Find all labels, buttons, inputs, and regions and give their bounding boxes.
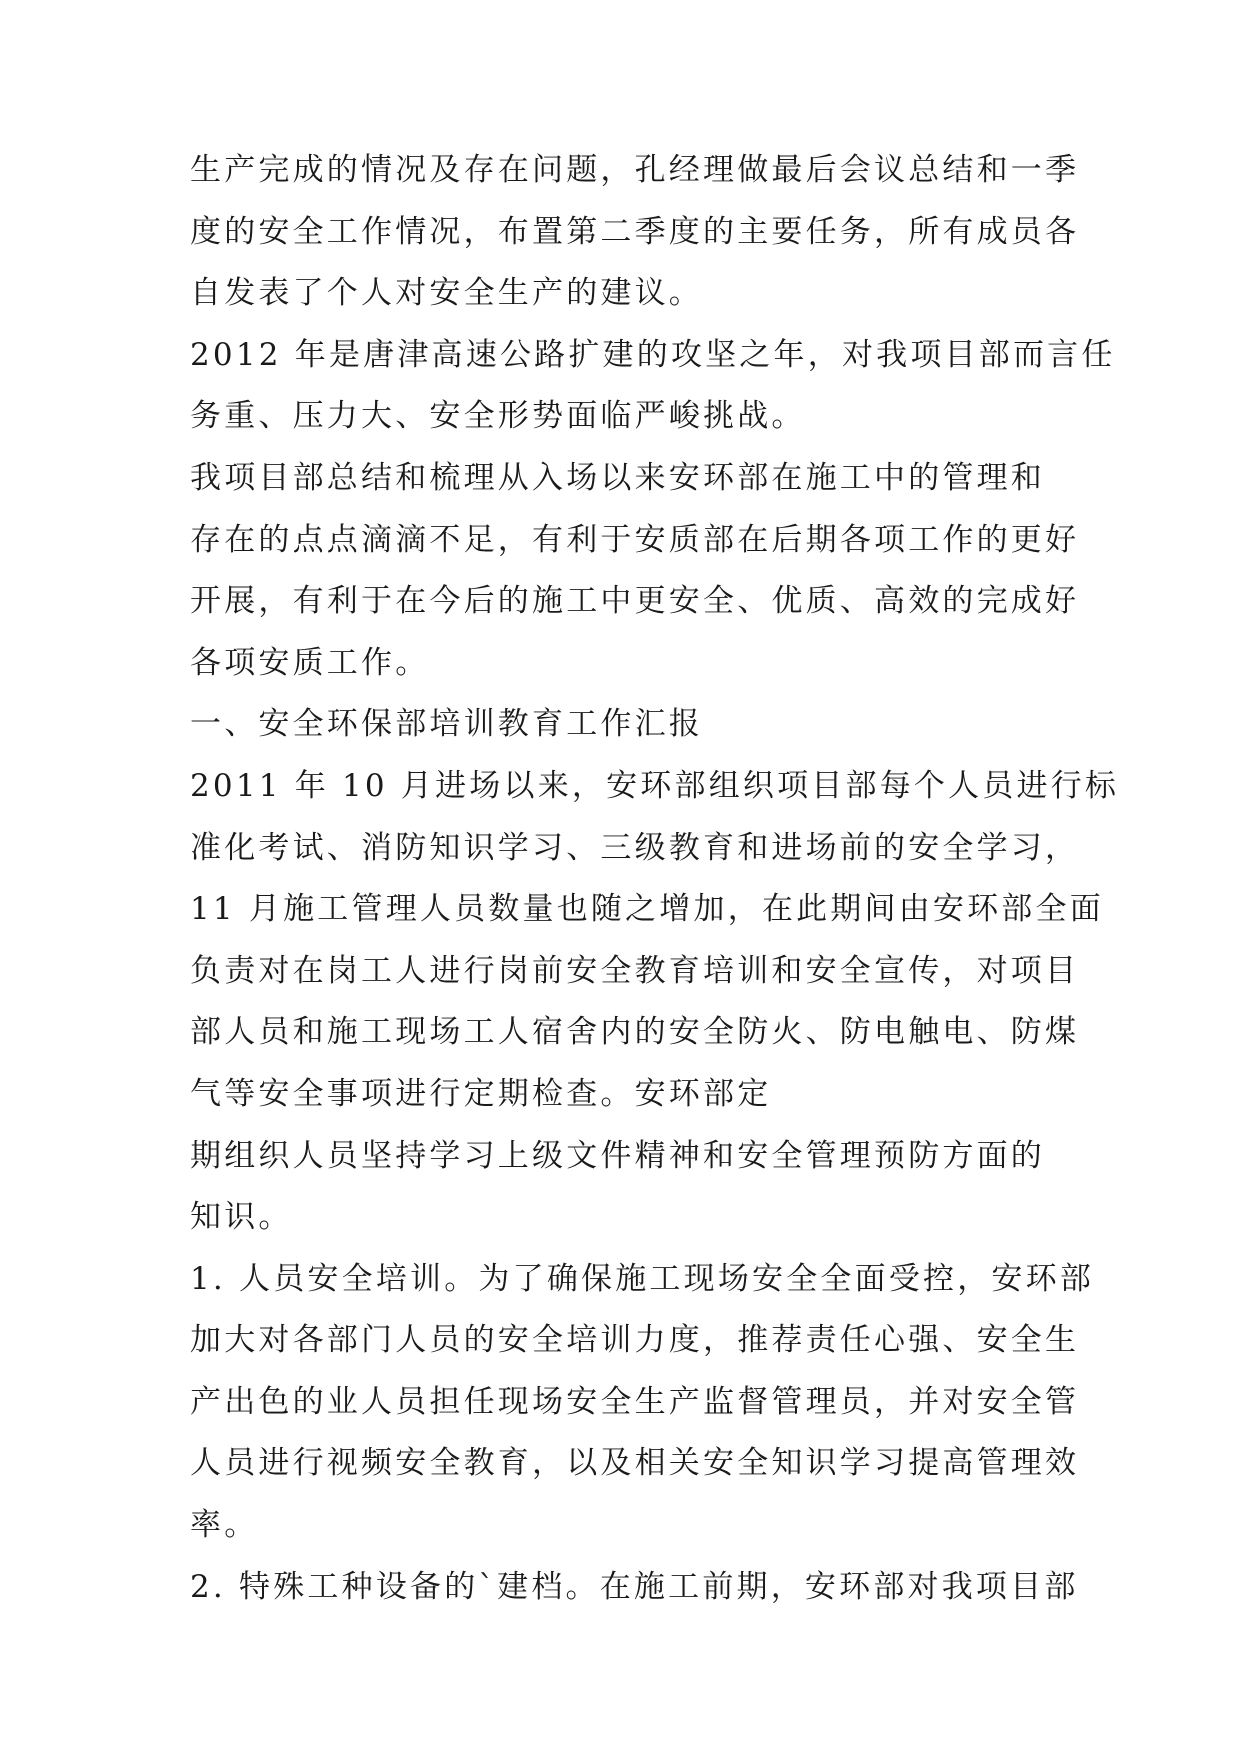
text-line: 开展，有利于在今后的施工中更安全、优质、高效的完成好 <box>190 583 1080 620</box>
text-line: 率。 <box>190 1507 259 1544</box>
text-line: 期组织人员坚持学习上级文件精神和安全管理预防方面的 <box>190 1137 1045 1174</box>
text-line: 生产完成的情况及存在问题，孔经理做最后会议总结和一季 <box>190 152 1080 188</box>
document-body <box>190 140 1120 1618</box>
list-item-line: 2. 特殊工种设备的`建档。在施工前期，安环部对我项目部 <box>190 1568 1079 1605</box>
text-line: 准化考试、消防知识学习、三级教育和进场前的安全学习， <box>190 829 1080 866</box>
text-line: 知识。 <box>190 1199 293 1236</box>
list-item-line: 1. 人员安全培训。为了确保施工现场安全全面受控，安环部 <box>190 1260 1095 1297</box>
section-heading: 一、安全环保部培训教育工作汇报 <box>190 706 703 743</box>
text-line: 存在的点点滴滴不足，有利于安质部在后期各项工作的更好 <box>190 521 1080 558</box>
text-line: 2012 年是唐津高速公路扩建的攻坚之年，对我项目部而言任 <box>190 336 1116 373</box>
text-line: 11 月施工管理人员数量也随之增加，在此期间由安环部全面 <box>190 891 1104 928</box>
text-line: 2011 年 10 月进场以来，安环部组织项目部每个人员进行标 <box>190 767 1120 804</box>
text-line: 气等安全事项进行定期检查。安环部定 <box>190 1075 772 1112</box>
text-line: 产出色的业人员担任现场安全生产监督管理员，并对安全管 <box>190 1383 1080 1420</box>
text-line: 部人员和施工现场工人宿舍内的安全防火、防电触电、防煤 <box>190 1014 1080 1051</box>
text-line: 人员进行视频安全教育，以及相关安全知识学习提高管理效 <box>190 1445 1080 1482</box>
text-line: 度的安全工作情况，布置第二季度的主要任务，所有成员各 <box>190 213 1080 250</box>
text-line: 负责对在岗工人进行岗前安全教育培训和安全宣传，对项目 <box>190 952 1080 989</box>
text-line: 务重、压力大、安全形势面临严峻挑战。 <box>190 398 806 435</box>
text-line: 我项目部总结和梳理从入场以来安环部在施工中的管理和 <box>190 459 1045 496</box>
text-line: 各项安质工作。 <box>190 644 430 681</box>
text-line: 自发表了个人对安全生产的建议。 <box>190 275 703 312</box>
text-line: 加大对各部门人员的安全培训力度，推荐责任心强、安全生 <box>190 1322 1080 1359</box>
